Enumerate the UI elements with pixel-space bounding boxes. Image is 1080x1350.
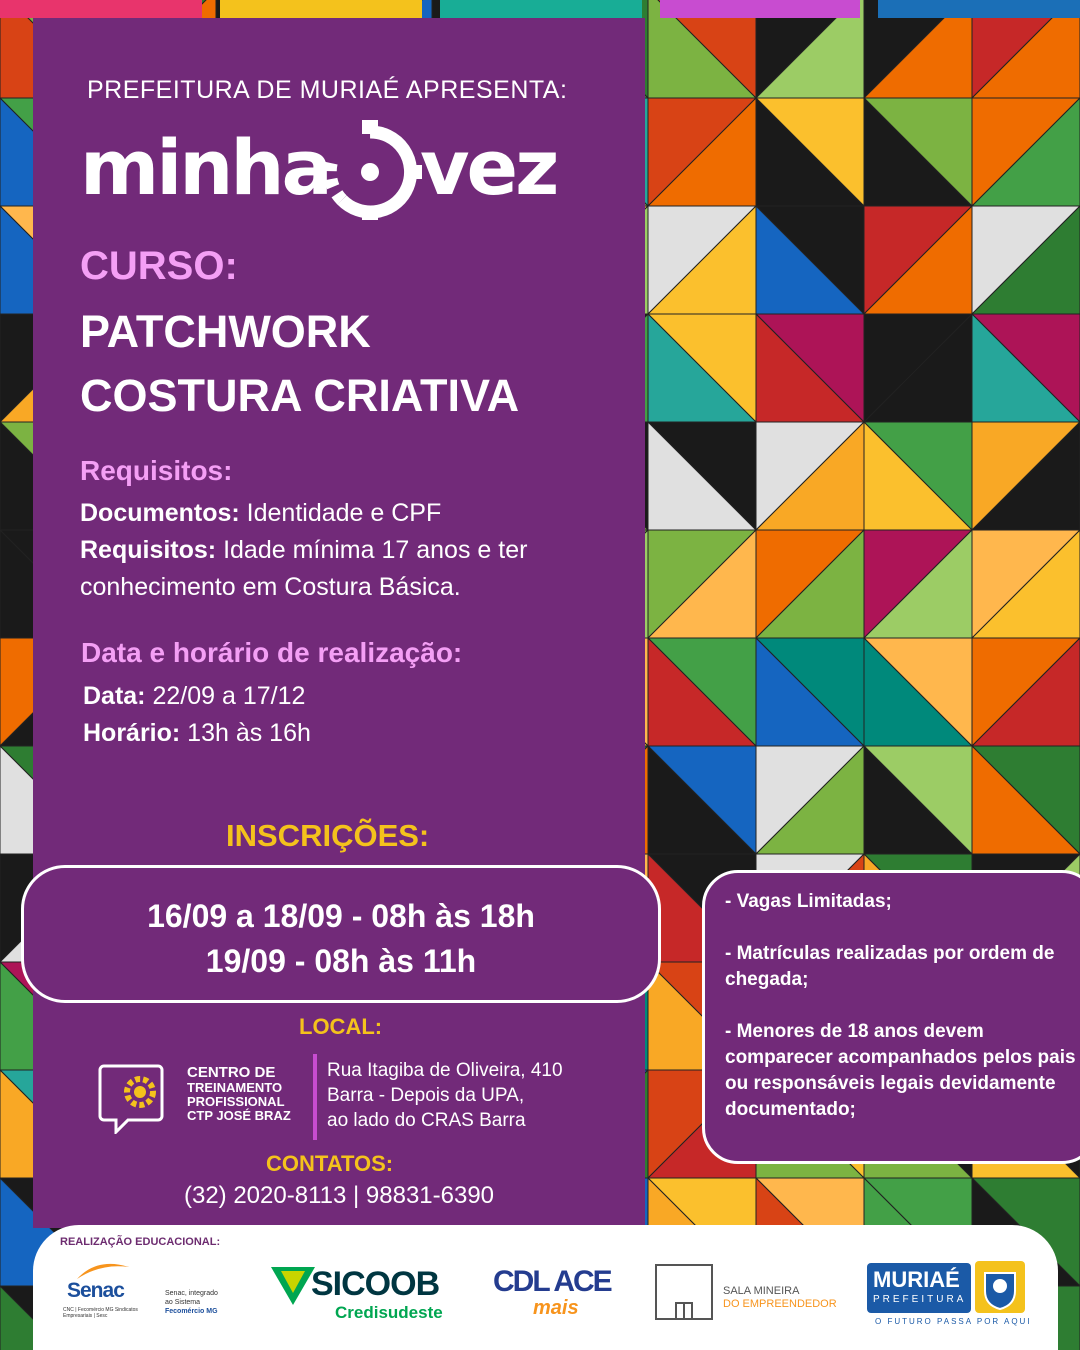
requirements-line-2: conhecimento em Costura Básica. bbox=[80, 573, 461, 601]
top-color-bar-1 bbox=[0, 0, 202, 18]
date-value: 22/09 a 17/12 bbox=[145, 682, 306, 710]
cdl-ace-wordmark: CDL ACE bbox=[493, 1265, 611, 1298]
muriae-coat-of-arms-icon bbox=[975, 1261, 1025, 1313]
top-color-bar-2 bbox=[220, 0, 422, 18]
registration-line2: 19/09 - 08h às 11h bbox=[205, 943, 477, 979]
ctp-name-line1: CENTRO DE bbox=[187, 1064, 276, 1081]
ctp-name-line2: TREINAMENTO bbox=[187, 1080, 283, 1095]
contacts-heading: CONTATOS: bbox=[266, 1151, 394, 1176]
course-title-line1: PATCHWORK bbox=[80, 306, 371, 357]
cdl-ace-subtitle: mais bbox=[533, 1297, 579, 1319]
requirements-value: Idade mínima 17 anos e ter bbox=[216, 536, 528, 564]
sicoob-triangle-icon bbox=[271, 1267, 315, 1307]
requirements-label: Requisitos: bbox=[80, 536, 217, 564]
ctp-name-line4: CTP JOSÉ BRAZ bbox=[187, 1108, 291, 1123]
note-item-1: - Vagas Limitadas; bbox=[725, 891, 892, 912]
top-color-bar-4 bbox=[660, 0, 860, 18]
minha-vez-logo bbox=[80, 120, 590, 220]
note-item-3: - Menores de 18 anos devem comparecer acompanhados pelos pais ou responsáveis legais devidamente documentado; bbox=[725, 1021, 1076, 1120]
documents-line bbox=[80, 499, 441, 528]
registration-dates-box bbox=[21, 865, 661, 1003]
requirements-line bbox=[80, 536, 527, 565]
top-color-bar-3 bbox=[440, 0, 642, 18]
sala-mineira-line1: SALA MINEIRA bbox=[723, 1285, 800, 1297]
location-heading: LOCAL: bbox=[299, 1014, 383, 1039]
sponsors-label: REALIZAÇÃO EDUCACIONAL: bbox=[60, 1236, 221, 1248]
time-value: 13h às 16h bbox=[180, 719, 311, 747]
time-line bbox=[83, 719, 311, 748]
course-label: CURSO: bbox=[80, 244, 238, 288]
schedule-heading: Data e horário de realização: bbox=[81, 637, 463, 668]
sala-mineira-logo bbox=[654, 1263, 844, 1323]
senac-subtitle: CNC | Fecomércio MG Sindicatos Empresariais | Sesc bbox=[63, 1307, 138, 1319]
address-line3: ao lado do CRAS Barra bbox=[327, 1110, 526, 1131]
address-line2: Barra - Depois da UPA, bbox=[327, 1085, 525, 1106]
sicoob-subtitle: Credisudeste bbox=[335, 1303, 443, 1322]
senac-note-line1: Senac, integrado bbox=[165, 1290, 218, 1297]
cdl-ace-logo bbox=[493, 1265, 633, 1327]
muriae-tagline: O FUTURO PASSA POR AQUI bbox=[875, 1317, 1032, 1326]
top-color-bar-5 bbox=[878, 0, 1080, 18]
documents-label: Documentos: bbox=[80, 499, 240, 527]
senac-note bbox=[165, 1289, 218, 1316]
muriae-wordmark: MURIAÉ bbox=[873, 1267, 960, 1292]
address-divider bbox=[313, 1054, 317, 1140]
course-title-line2: COSTURA CRIATIVA bbox=[80, 370, 520, 421]
documents-value: Identidade e CPF bbox=[239, 499, 442, 527]
presenter-text: PREFEITURA DE MURIAÉ APRESENTA: bbox=[87, 76, 568, 104]
svg-text:vez: vez bbox=[420, 123, 557, 212]
time-label: Horário: bbox=[83, 719, 181, 747]
muriae-prefeitura-logo bbox=[865, 1261, 1030, 1329]
contact-phones: (32) 2020-8113 | 98831-6390 bbox=[183, 1182, 495, 1209]
senac-note-line2: ao Sistema bbox=[165, 1299, 201, 1306]
sicoob-wordmark: SICOOB bbox=[311, 1265, 440, 1303]
svg-text:minha: minha bbox=[80, 123, 330, 212]
address-line1: Rua Itagiba de Oliveira, 410 bbox=[327, 1060, 563, 1081]
requirements-heading: Requisitos: bbox=[80, 455, 233, 486]
sala-mineira-line2: DO EMPREENDEDOR bbox=[723, 1298, 837, 1310]
sicoob-logo bbox=[271, 1265, 461, 1327]
ctp-gear-chat-icon bbox=[98, 1062, 164, 1134]
gear-icon bbox=[330, 120, 422, 220]
note-item-2: - Matrículas realizadas por ordem de chegada; bbox=[725, 943, 1055, 990]
senac-logo bbox=[63, 1261, 143, 1331]
sala-mineira-mark-icon bbox=[654, 1263, 714, 1321]
date-line bbox=[83, 682, 305, 711]
notes-box bbox=[702, 870, 1080, 1164]
muriae-subtitle: PREFEITURA bbox=[873, 1294, 967, 1305]
sponsors-footer bbox=[33, 1225, 1058, 1350]
registration-line1: 16/09 a 18/09 - 08h às 18h bbox=[147, 898, 535, 934]
date-label: Data: bbox=[83, 682, 146, 710]
senac-wordmark: Senac bbox=[67, 1279, 124, 1302]
ctp-name-line3: PROFISSIONAL bbox=[187, 1094, 285, 1109]
senac-note-line3: Fecomércio MG bbox=[165, 1308, 218, 1315]
registration-heading: INSCRIÇÕES: bbox=[226, 818, 430, 853]
